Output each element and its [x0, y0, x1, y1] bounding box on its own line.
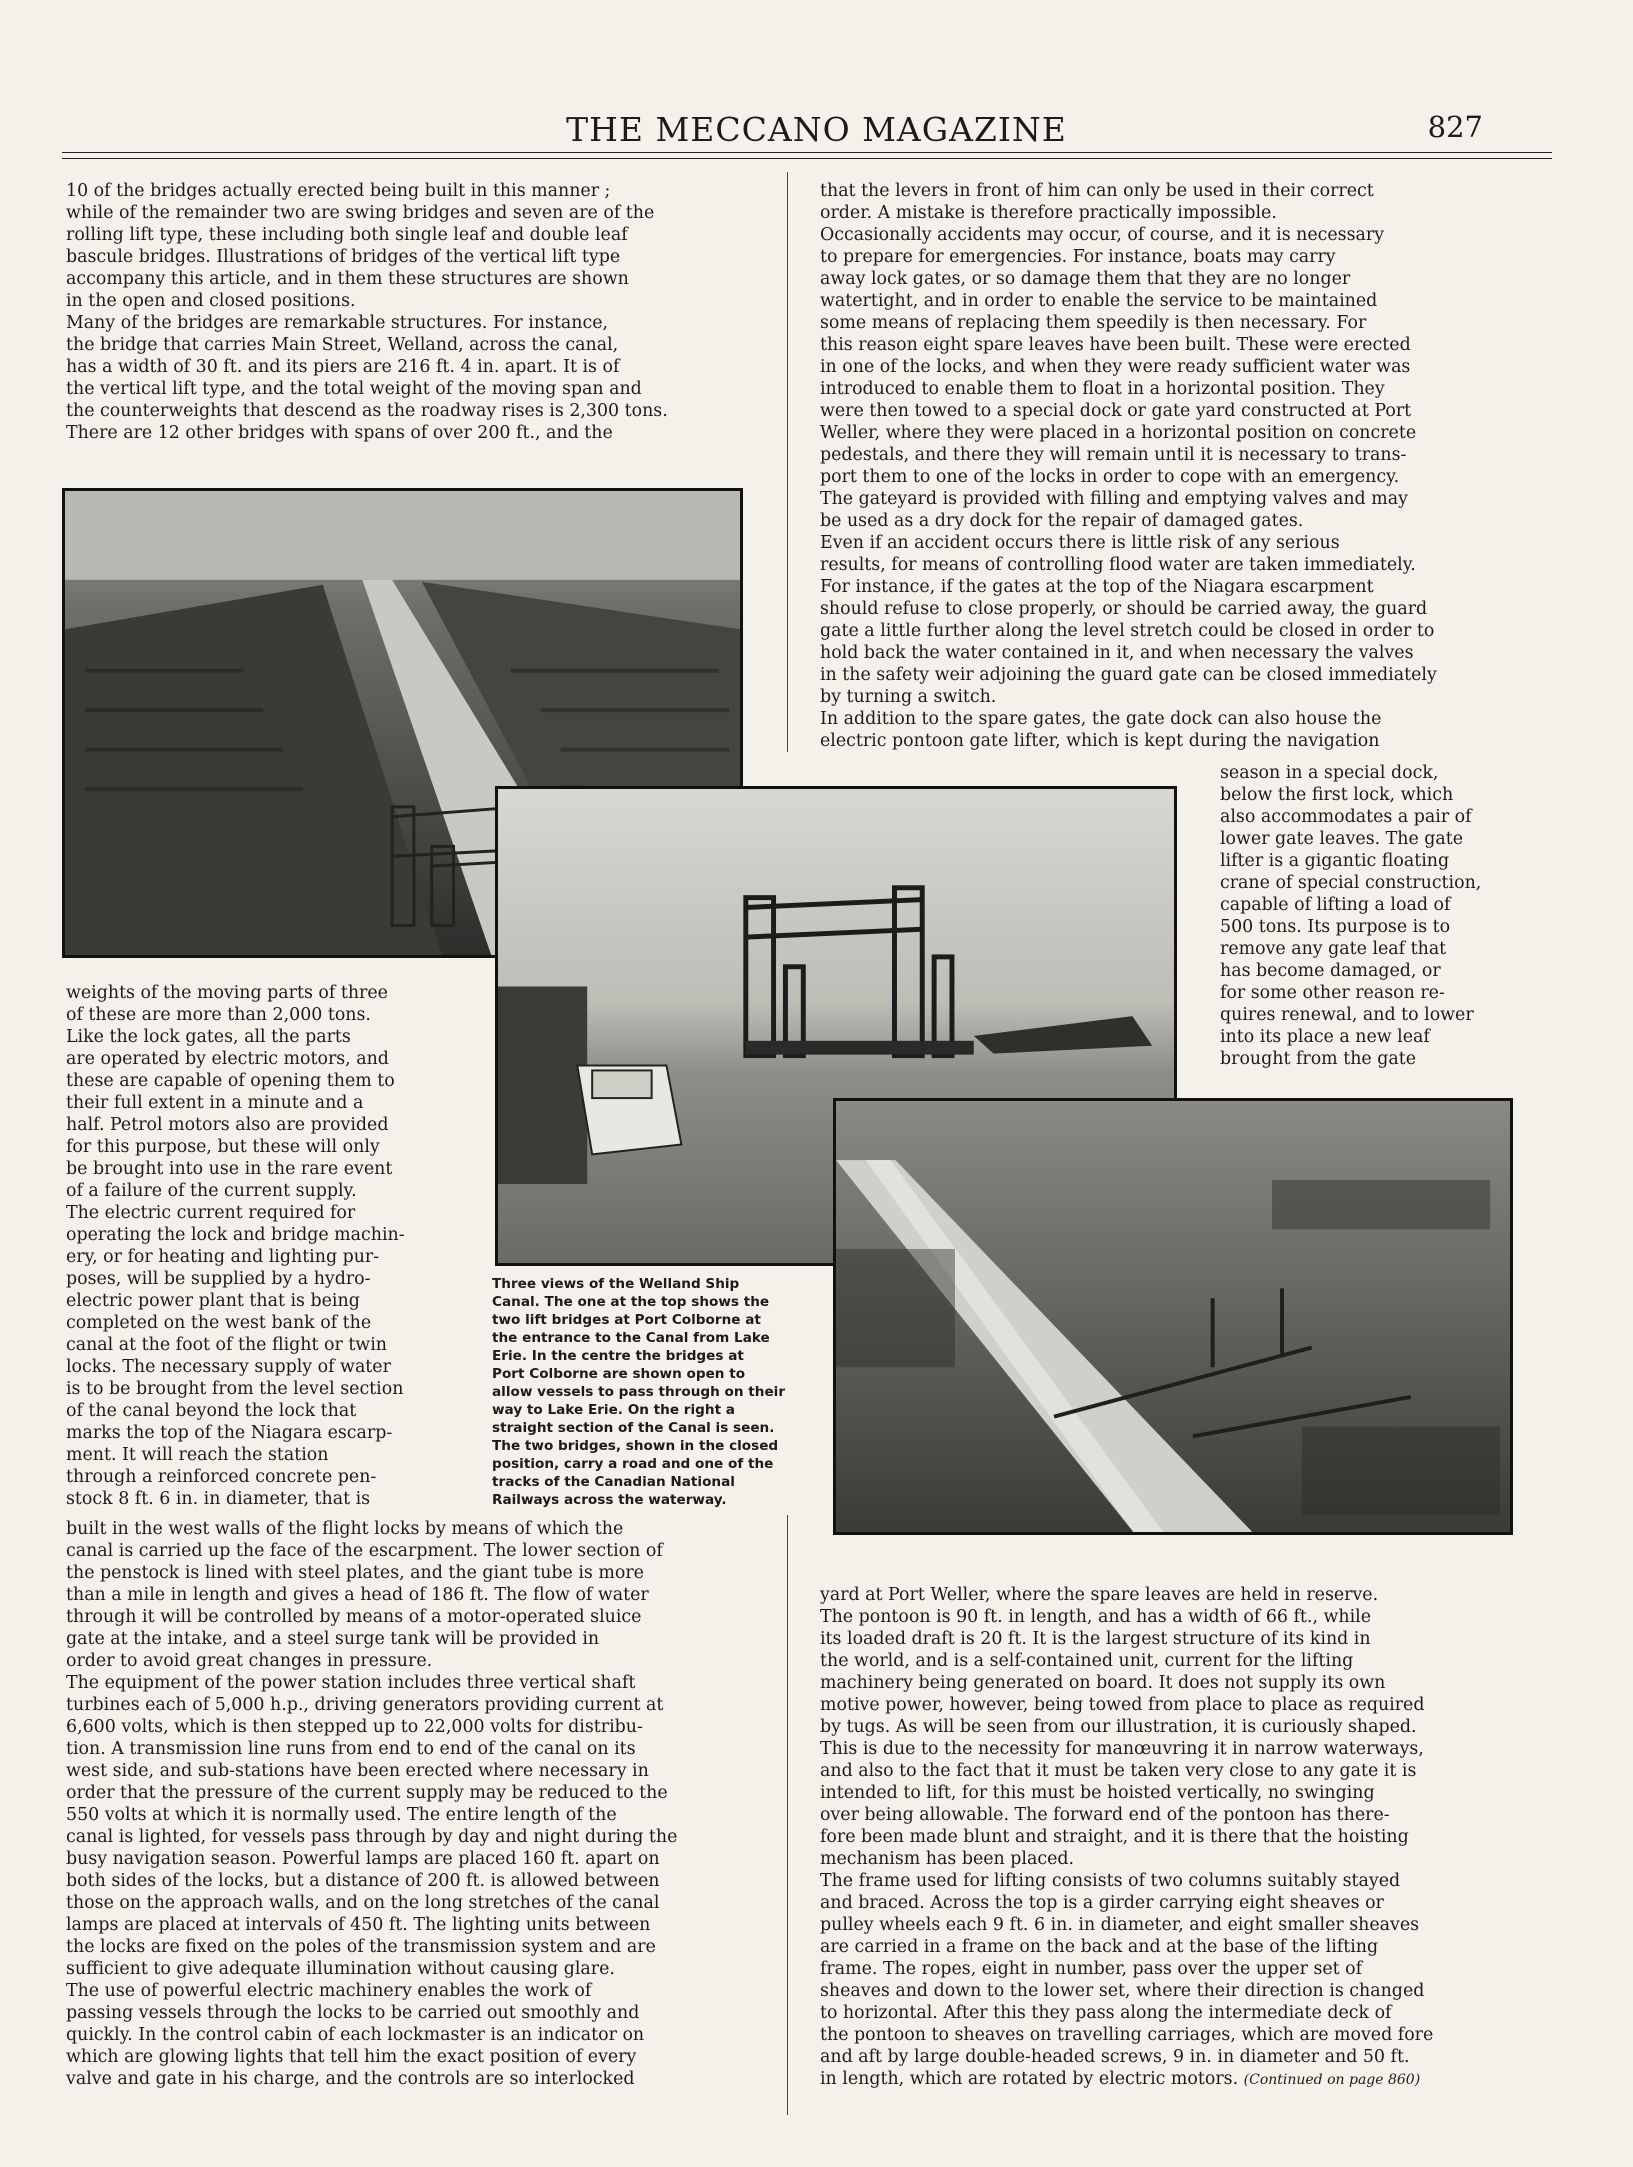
- left-column-narrow-text: weights of the moving parts of three of these are more than 2,000 tons. Like the lock gates, all the parts are operated by electric motors, and these are capable of opening them to their full extent in a minute and a half. Petrol motors also are provided for this purpose, but these will only be brought into use in the rare event of a failure of the current supply. The electric current required for operating the lock and bridge machin- ery, or for heating and lighting pur- poses, will be supplied by a hydro- electric power plant that is being completed on the west bank of the canal at the foot of the flight or twin locks. The necessary supply of water is to be brought from the level section of the canal beyond the lock that marks the top of the Niagara escarp- ment. It will reach the station through a reinforced concrete pen- stock 8 ft. 6 in. in diameter, that is: [66, 983, 405, 1509]
- left-column-bottom-text: built in the west walls of the flight locks by means of which the canal is carried up the face of the escarpment. The lower section of the penstock is lined with steel plates, and the giant tube is more than a mile in length and gives a head of 186 ft. The flow of water through it will be controlled by means of a motor-operated sluice gate at the intake, and a steel surge tank will be provided in order to avoid great changes in pressure. The equipment of the power station includes three vertical shaft turbines each of 5,000 h.p., driving generators providing current at 6,600 volts, which is then stepped up to 22,000 volts for distribu- tion. A transmission line runs from end to end of the canal on its west side, and sub-stations have been erected where necessary in order that the pressure of the current supply may be reduced to the 550 volts at which it is normally used. The entire length of the canal is lighted, for vessels pass through by day and night during the busy navigation season. Powerful lamps are placed 160 ft. apart on both sides of the locks, but a distance of 200 ft. is allowed between those on the approach walls, and on the long stretches of the canal lamps are placed at intervals of 450 ft. The lighting units between the locks are fixed on the poles of the transmission system and are sufficient to give adequate illumination without causing glare. The use of powerful electric machinery enables the work of passing vessels through the locks to be carried out smoothly and quickly. In the control cabin of each lockmaster is an indicator on which are glowing lights that tell him the exact position of every valve and gate in his charge, and the controls are so interlocked: [66, 1519, 678, 2089]
- right-column-narrow-text: season in a special dock, below the first lock, which also accommodates a pair of lower gate leaves. The gate lifter is a gigantic floating crane of special construction, capable of lifting a load of 500 tons. Its purpose is to remove any gate leaf that has become damaged, or for some other reason re- quires renewal, and to lower into its place a new leaf brought from the gate: [1220, 763, 1482, 1069]
- photo-caption: Three views of the Welland Ship Canal. The one at the top shows the two lift bridges at Port Colborne at the entrance to the Canal from Lake Erie. In the centre the bridges at Port Colborne are shown open to allow vessels to pass through on their way to Lake Erie. On the right a straight section of the Canal is seen. The two bridges, shown in the closed position, carry a road and one of the tracks of the Canadian National Railways across the waterway.: [492, 1276, 786, 1508]
- header-rule-bottom: [62, 158, 1552, 159]
- right-column-bottom-text: [820, 1584, 1508, 2091]
- page-number: 827: [1427, 110, 1483, 144]
- column-divider-top: [787, 172, 788, 752]
- left-column-top-text: 10 of the bridges actually erected being built in this manner ; while of the remainder two are swing bridges and seven are of the rolling lift type, these including both single leaf and double leaf bascule bridges. Illustrations of bridges of the vertical lift type accompany this article, and in them these structures are shown in the open and closed positions. Many of the bridges are remarkable structures. For instance, the bridge that carries Main Street, Welland, across the canal, has a width of 30 ft. and its piers are 216 ft. 4 in. apart. It is of the vertical lift type, and the total weight of the moving span and the counterweights that descend as the roadway rises is 2,300 tons. There are 12 other bridges with spans of over 200 ft., and the: [66, 181, 668, 443]
- right-bottom-body: yard at Port Weller, where the spare leaves are held in reserve. The pontoon is 90 ft. in length, and has a width of 66 ft., while its loaded draft is 20 ft. It is the largest structure of its kind in the world, and is a self-contained unit, current for the lifting machinery being generated on board. It does not supply its own motive power, however, being towed from place to place as required by tugs. As will be seen from our illustration, it is curiously shaped. This is due to the necessity for manœuvring it in narrow waterways, and also to the fact that it must be taken very close to any gate it is intended to lift, for this must be hoisted vertically, no swinging over being allowable. The forward end of the pontoon has there- fore been made blunt and straight, and it is there that the hoisting mechanism has been placed. The frame used for lifting consists of two columns suitably stayed and braced. Across the top is a girder carrying eight sheaves or pulley wheels each 9 ft. 6 in. in diameter, and eight smaller sheaves are carried in a frame on the back and at the base of the lifting frame. The ropes, eight in number, pass over the upper set of sheaves and down to the lower set, where their direction is changed to horizontal. After this they pass along the intermediate deck of the pontoon to sheaves on travelling carriages, which are moved fore and aft by large double-headed screws, 9 in. in diameter and 50 ft. in length, which are rotated by electric motors.: [820, 1585, 1434, 2089]
- column-divider-bottom: [787, 1515, 788, 2115]
- right-column-top-text: that the levers in front of him can only be used in their correct order. A mistake is therefore practically impossible. Occasionally accidents may occur, of course, and it is necessary to prepare for emergencies. For instance, boats may carry away lock gates, or so damage them that they are no longer watertight, and in order to enable the service to be maintained some means of replacing them speedily is then necessary. For this reason eight spare leaves have been built. These were erected in one of the locks, and when they were ready sufficient water was introduced to enable them to float in a horizontal position. They were then towed to a special dock or gate yard constructed at Port Weller, where they were placed in a horizontal position on concrete pedestals, and there they will remain until it is necessary to trans- port them to one of the locks in order to cope with an emergency. The gateyard is provided with filling and emptying valves and may be used as a dry dock for the repair of damaged gates. Even if an accident occurs there is little risk of any serious results, for means of controlling flood water are taken immediately. For instance, if the gates at the top of the Niagara escarpment should refuse to close properly, or should be carried away, the guard gate a little further along the level stretch could be closed in order to hold back the water contained in it, and when necessary the valves in the safety weir adjoining the guard gate can be closed immediately by turning a switch. In addition to the spare gates, the gate dock can also house the electric pontoon gate lifter, which is kept during the navigation: [820, 181, 1437, 751]
- photo-straight-canal-section: [833, 1098, 1513, 1535]
- magazine-title: THE MECCANO MAGAZINE: [566, 110, 1067, 149]
- header-rule-top: [62, 152, 1552, 153]
- continued-note: (Continued on page 860): [1243, 2072, 1421, 2088]
